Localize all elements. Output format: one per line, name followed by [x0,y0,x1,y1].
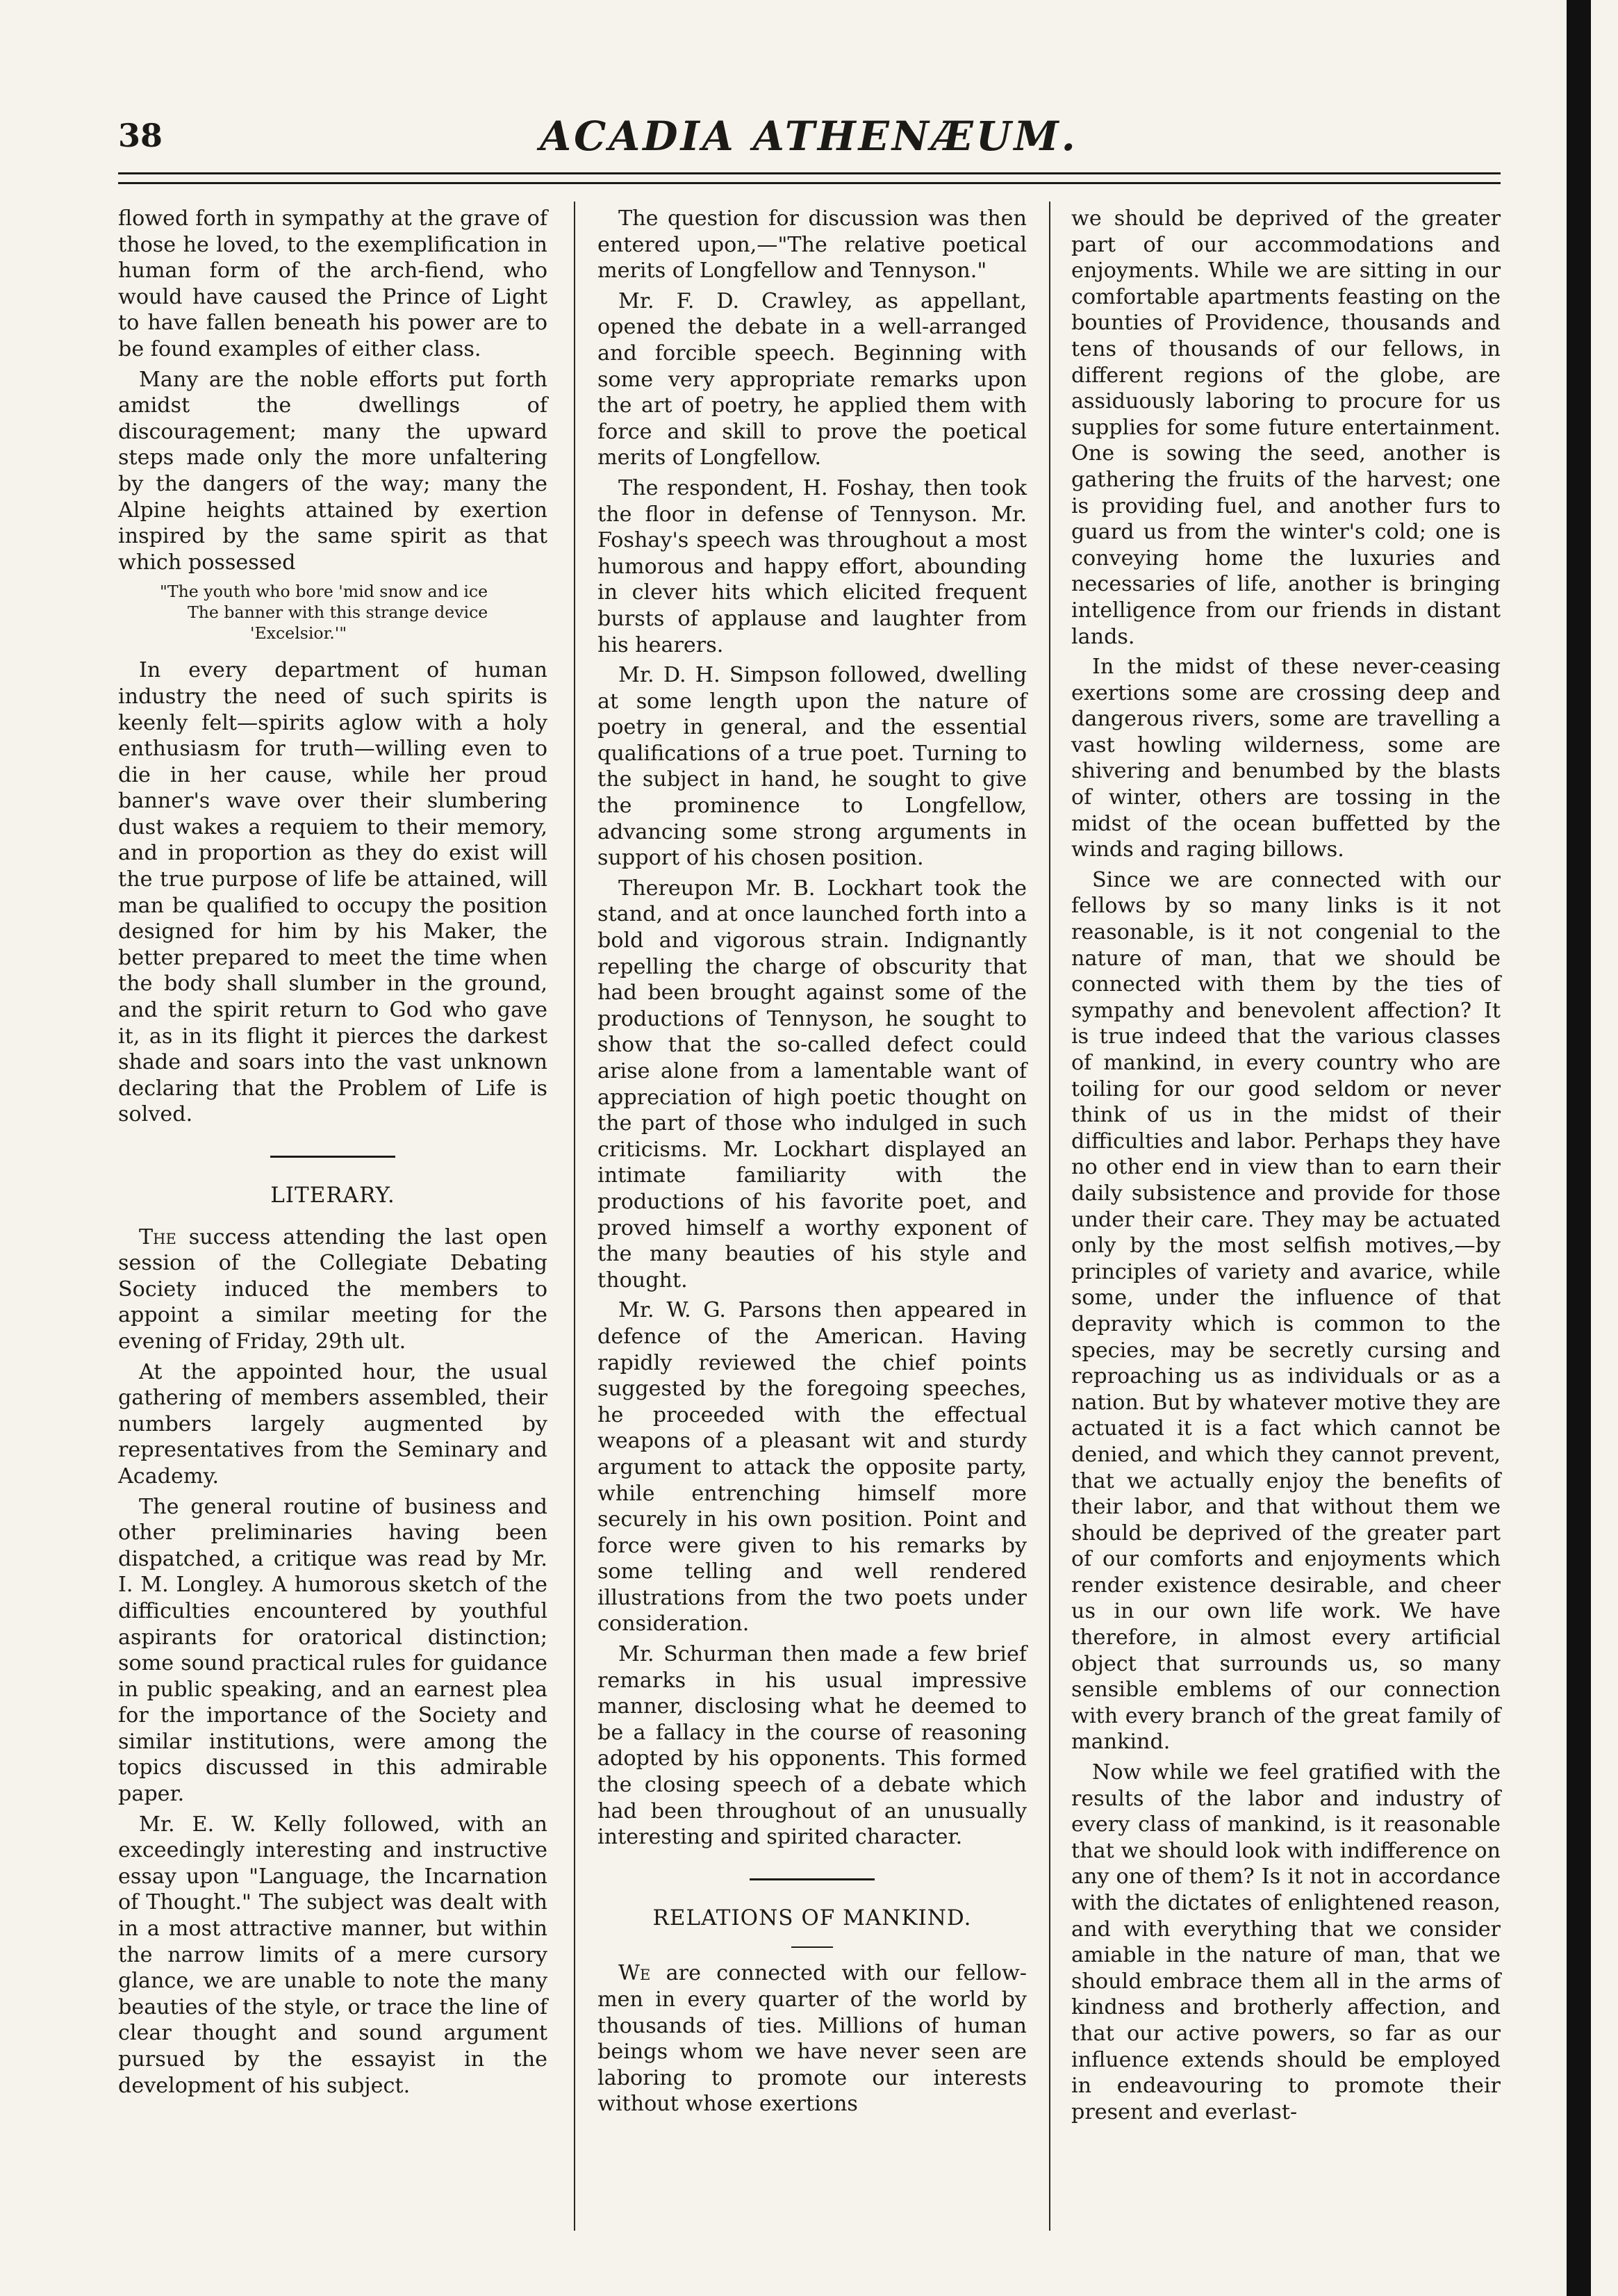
column-left [118,206,547,2103]
paragraph: Thereupon Mr. B. Lockhart took the stand, and at once launched forth into a bold and vigorous strain. Indignantly repelling the charge of obscurity that had been brought against some of the productions of Tennyson, he sought to show that the so-called defect could arise alone from a lamentable want of appreciation of high poetic thought on the part of those who indulged in such criticisms. Mr. Lockhart displayed an intimate familiarity with the productions of his favorite poet, and proved himself a worthy exponent of the many beauties of his style and thought. [597,876,1027,1293]
poem-line: 'Excelsior.'" [250,623,347,643]
short-dash [791,1946,833,1948]
column-middle [597,206,1027,2122]
paragraph: flowed forth in sympathy at the grave of those he loved, to the exemplification in human form of the arch-fiend, who would have caused the Prince of Light to have fallen beneath his power are to be found examples of either class. [118,206,547,361]
section-heading-literary: LITERARY. [270,1183,395,1208]
column-right [1071,206,1501,2129]
paragraph: Now while we feel gratified with the results of the labor and industry of every class of mankind, is it reasonable that we should look with indifference on any one of them? Is it not in accordance with the dictates of enlightened reason, and with everything that we consider amiable in the nature of man, that we should embrace them all in the arms of kindness and brotherly affection, and that our active powers, so far as our influence extends should be employed in endeavouring to promote their present and everlast- [1071,1760,1501,2124]
header-rule-bottom [118,182,1501,184]
paragraph: In every department of human industry the need of such spirits is keenly felt—spirits aglow with a holy enthusiasm for truth—willing even to die in her cause, while her proud banner's wave over their slumbering dust wakes a requiem to their memory, and in proportion as they do exist will the true purpose of life be attained, will man be qualified to occupy the position designed for him by his Maker, the better prepared to meet the time when the body shall slumber in the ground, and the spirit return to God who gave it, as in its flight it pierces the darkest shade and soars into the vast unknown declaring that the Problem of Life is solved. [118,658,547,1127]
paragraph: Mr. F. D. Crawley, as appellant, opened the debate in a well-arranged and forcible speech. Beginning with some very appropriate remarks upon the art of poetry, he applied them with force and skill to prove the poetical merits of Longfellow. [597,288,1027,470]
paragraph: The general routine of business and other preliminaries having been dispatched, a critique was read by Mr. I. M. Longley. A humorous sketch of the difficulties encountered by youthful aspirants for oratorical distinction; some sound practical rules for guidance in public speaking, and an earnest plea for the importance of the Society and similar institutions, were among the topics discussed in this admirable paper. [118,1494,547,1807]
paragraph: In the midst of these never-ceasing exertions some are crossing deep and dangerous rivers, some are travelling a vast howling wilderness, some are shivering and benumbed by the blasts of winter, others are tossing in the midst of the ocean buffetted by the winds and raging billows. [1071,655,1501,862]
section-rule [270,1156,395,1158]
paragraph: The question for discussion was then entered upon,—"The relative poetical merits of Longfellow and Tennyson." [597,206,1027,284]
column-divider-left [574,202,575,2231]
poem-quote [160,581,547,643]
paragraph [597,1960,1027,2117]
paragraph: At the appointed hour, the usual gathering of members assembled, their numbers largely augmented by representatives from the Seminary and Academy. [118,1359,547,1489]
paragraph: Mr. W. G. Parsons then appeared in defence of the American. Having rapidly reviewed the chief points suggested by the foregoing speeches, he proceeded with the effectual weapons of a pleasant wit and sturdy argument to attack the opposite party, while entrenching himself more securely in his own position. Point and force were given to his remarks by some telling and well rendered illustrations from the two poets under consideration. [597,1298,1027,1637]
paragraph: we should be deprived of the greater part of our accommodations and enjoyments. While we are sitting in our comfortable apartments feasting on the bounties of Providence, thousands and tens of thousands of our fellows, in different regions of the globe, are assiduously laboring to procure for us supplies for some future entertainment. One is sowing the seed, another is gathering the fruits of the harvest; one is providing fuel, and another furs to guard us from the winter's cold; one is conveying home the luxuries and necessaries of life, another is bringing intelligence from our friends in distant lands. [1071,206,1501,649]
poem-line: The banner with this strange device [188,602,488,623]
section-heading-relations-of-mankind: RELATIONS OF MANKIND. [652,1905,972,1930]
paragraph: Mr. E. W. Kelly followed, with an exceedingly interesting and instructive essay upon "Language, the Incarnation of Thought." The subject was dealt with in a most attractive manner, but within the narrow limits of a mere cursory glance, we are unable to note the many beauties of the style, or trace the line of clear thought and sound argument pursued by the essayist in the development of his subject. [118,1812,547,2098]
section-rule [750,1878,875,1880]
paragraph [118,1224,547,1355]
paragraph: Since we are connected with our fellows by so many links is it not reasonable, is it not congenial to the nature of man, that we should be connected with them by the ties of sympathy and benevolent affection? It is true indeed that the various classes of mankind, in every country who are toiling for our good seldom or never think of us in the midst of their difficulties and labor. Perhaps they have no other end in view than to earn their daily subsistence and provide for those under their care. They may be actuated only by the most selfish motives,—by principles of variety and avarice, while some, under the influence of that depravity which is common to the species, may be secretly cursing and reproaching us as individuals or as a nation. But by whatever motive they are actuated it is a fact which cannot be denied, and which they cannot prevent, that we actually enjoy the benefits of their labor, and that without them we should be deprived of the greater part of our comforts and enjoyments which render existence desirable, and cheer us in our own life work. We have therefore, in almost every artificial object that surrounds us, so many sensible emblems of our connection with every branch of the great family of mankind. [1071,867,1501,1755]
paragraph-body: success attending the last open session of the Collegiate Debating Society induced the members to appoint a similar meeting for the evening of Friday, 29th ult. [118,1224,547,1354]
header-rule-top [118,172,1501,174]
page-number: 38 [118,117,163,154]
running-title: ACADIA ATHENÆUM. [540,113,1078,160]
column-divider-right [1049,202,1050,2231]
paragraph: The respondent, H. Foshay, then took the floor in defense of Tennyson. Mr. Foshay's speech was throughout a most humorous and happy effort, abounding in clever hits which elicited frequent bursts of applause and laughter from his hearers. [597,475,1027,657]
paragraph: Mr. D. H. Simpson followed, dwelling at some length upon the nature of poetry in general, and the essential qualifications of a true poet. Turning to the subject in hand, he sought to give the prominence to Longfellow, advancing some strong arguments in support of his chosen position. [597,663,1027,871]
paragraph: Mr. Schurman then made a few brief remarks in his usual impressive manner, disclosing what he deemed to be a fallacy in the course of reasoning adopted by his opponents. This formed the closing speech of a debate which had been throughout of an unusually interesting and spirited character. [597,1642,1027,1850]
paragraph-body: are connected with our fellow-men in every quarter of the world by thousands of ties. Millions of human beings whom we have never seen are laboring to promote our interests without whose exertions [597,1961,1027,2117]
paragraph-lead: We [618,1961,651,1986]
paragraph-lead: The [139,1224,176,1249]
paragraph: Many are the noble efforts put forth amidst the dwellings of discouragement; many the upward steps made only the more unfaltering by the dangers of the way; many the Alpine heights attained by exertion inspired by the same spirit as that which possessed [118,367,547,575]
page-edge-bar [1556,0,1591,2296]
poem-line: "The youth who bore 'mid snow and ice [160,582,488,602]
